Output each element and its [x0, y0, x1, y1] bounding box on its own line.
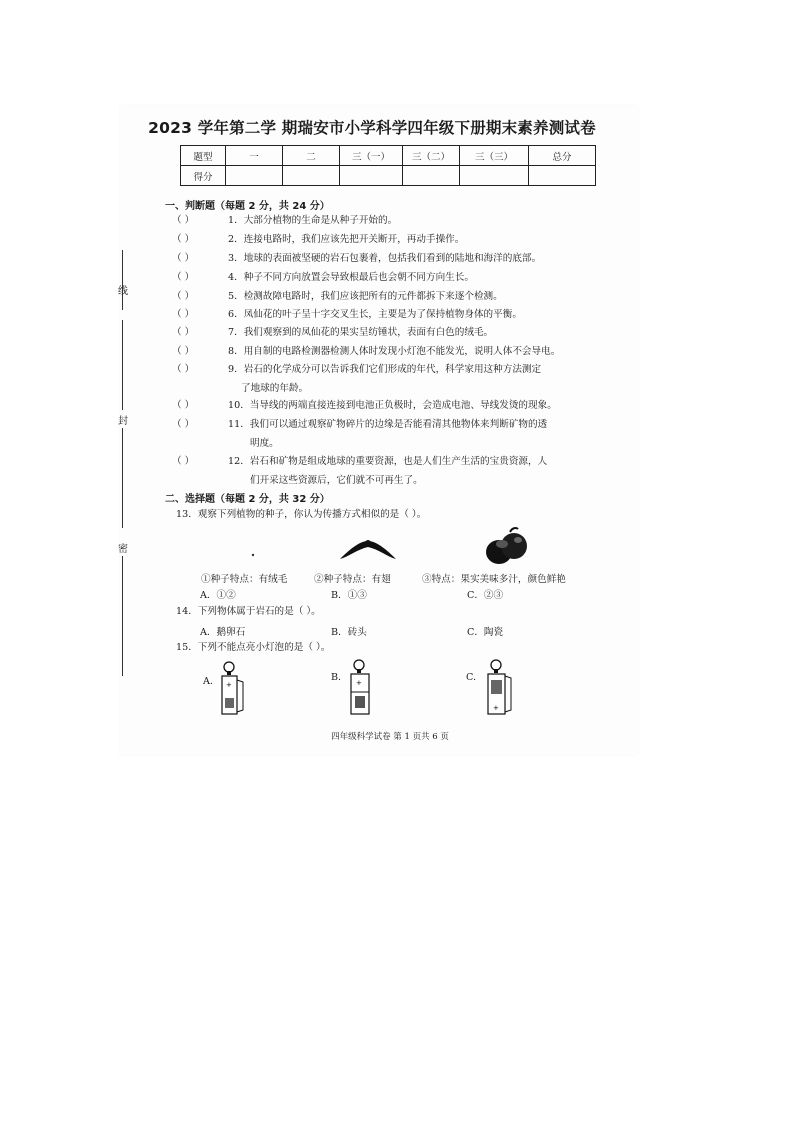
judge-question[interactable] — [172, 271, 474, 285]
score-header-1: 一 — [226, 146, 283, 166]
plus-sign: + — [493, 704, 499, 712]
circuit-b-image — [346, 658, 376, 718]
q13-option-b[interactable]: B．①③ — [331, 590, 367, 601]
judge-question[interactable] — [172, 326, 493, 340]
question-text-continued: 们开采这些资源后，它们就不可再生了。 — [250, 475, 423, 486]
question-text: 8．用自制的电路检测器检测人体时发现小灯泡不能发光，说明人体不会导电。 — [228, 346, 561, 357]
score-table — [180, 145, 596, 186]
judge-question[interactable] — [172, 363, 541, 377]
margin-char-line: 线 — [118, 286, 128, 297]
circuit-c-image — [482, 658, 514, 718]
question-text-continued: 明度。 — [250, 438, 279, 449]
berry-fruit-image — [482, 526, 532, 566]
q13-option-c[interactable]: C．②③ — [467, 590, 504, 601]
score-cell[interactable] — [529, 166, 596, 186]
margin-char-secret: 密 — [118, 544, 128, 555]
answer-paren[interactable]: （ ） — [172, 400, 195, 411]
score-row-label: 得分 — [181, 166, 226, 186]
q15-stem: 15．下列不能点亮小灯泡的是（ ）。 — [176, 642, 331, 653]
question-text: 3．地球的表面被坚硬的岩石包裹着，包括我们看到的陆地和海洋的底部。 — [228, 253, 542, 264]
circuit-a-image — [218, 660, 246, 718]
question-text: 5．检测故障电路时，我们应该把所有的元件都拆下来逐个检测。 — [228, 291, 503, 302]
bulb-icon — [491, 660, 501, 670]
question-text: 12．岩石和矿物是组成地球的重要资源，也是人们生产生活的宝贵资源，人 — [228, 456, 548, 467]
question-text: 4．种子不同方向放置会导致根最后也会朝不同方向生长。 — [228, 272, 474, 283]
answer-paren[interactable]: （ ） — [172, 456, 195, 467]
score-header-3-2: 三（二） — [403, 146, 460, 166]
section-choice-title: 二、选择题（每题 2 分，共 32 分） — [165, 494, 330, 505]
score-cell[interactable] — [460, 166, 529, 186]
fluffy-seed-image — [250, 552, 256, 558]
q13-stem: 13．观察下列植物的种子，你认为传播方式相似的是（ ）。 — [176, 509, 427, 520]
score-header-type: 题型 — [181, 146, 226, 166]
score-cell[interactable] — [226, 166, 283, 186]
answer-paren[interactable]: （ ） — [172, 272, 195, 283]
binding-line — [122, 428, 123, 528]
q14-option-a[interactable]: A．鹅卵石 — [200, 627, 246, 638]
q13-feature-2: ②种子特点：有翅 — [314, 574, 391, 585]
judge-question[interactable] — [172, 233, 464, 247]
score-header-total: 总分 — [529, 146, 596, 166]
winged-seed-image — [338, 535, 398, 563]
bulb-base — [227, 671, 231, 675]
q15-option-c[interactable]: C. — [466, 672, 477, 683]
answer-paren[interactable]: （ ） — [172, 253, 195, 264]
judge-question[interactable] — [172, 345, 560, 359]
fruit-highlight — [496, 540, 508, 548]
seed-dot — [252, 554, 254, 556]
q13-option-a[interactable]: A．①② — [200, 590, 236, 601]
binding-line — [122, 250, 123, 310]
answer-paren[interactable]: （ ） — [172, 215, 195, 226]
answer-paren[interactable]: （ ） — [172, 346, 195, 357]
answer-paren[interactable]: （ ） — [172, 419, 195, 430]
q15-option-a[interactable]: A. — [203, 676, 213, 687]
answer-paren[interactable]: （ ） — [172, 364, 195, 375]
seed-body — [365, 540, 371, 546]
question-text: 6．凤仙花的叶子呈十字交叉生长，主要是为了保持植物身体的平衡。 — [228, 309, 522, 320]
q14-option-c[interactable]: C．陶瓷 — [467, 627, 504, 638]
q13-feature-1: ①种子特点：有绒毛 — [201, 574, 288, 585]
score-cell[interactable] — [283, 166, 340, 186]
judge-question[interactable] — [172, 455, 547, 469]
score-cell[interactable] — [340, 166, 403, 186]
score-header-2: 二 — [283, 146, 340, 166]
fruit-stem — [510, 528, 518, 532]
answer-paren[interactable]: （ ） — [172, 327, 195, 338]
judge-question[interactable] — [172, 252, 541, 266]
question-text: 11．我们可以通过观察矿物碎片的边缘是否能看清其他物体来判断矿物的透 — [228, 419, 548, 430]
wire-path — [237, 680, 243, 712]
bulb-base — [494, 669, 498, 673]
page-footer: 四年级科学试卷 第 1 页共 6 页 — [331, 732, 449, 742]
judge-question[interactable] — [172, 399, 557, 413]
margin-char-seal: 封 — [118, 416, 128, 427]
question-text-continued: 了地球的年龄。 — [241, 383, 309, 394]
q13-feature-3: ③特点：果实美味多汁，颜色鲜艳 — [422, 574, 566, 585]
score-cell[interactable] — [403, 166, 460, 186]
judge-question[interactable] — [172, 290, 503, 304]
question-text: 1．大部分植物的生命是从种子开始的。 — [228, 215, 398, 226]
binding-line — [122, 556, 123, 676]
plus-sign: + — [226, 681, 232, 689]
answer-paren[interactable]: （ ） — [172, 234, 195, 245]
answer-paren[interactable]: （ ） — [172, 291, 195, 302]
judge-question[interactable] — [172, 418, 547, 432]
question-text: 10．当导线的两端直接连接到电池正负极时，会造成电池、导线发烫的现象。 — [228, 400, 557, 411]
score-header-3-1: 三（一） — [340, 146, 403, 166]
question-text: 9．岩石的化学成分可以告诉我们它们形成的年代，科学家用这种方法测定 — [228, 364, 542, 375]
score-header-3-3: 三（三） — [460, 146, 529, 166]
q15-option-b[interactable]: B. — [331, 672, 342, 683]
battery-block — [491, 680, 502, 694]
battery-block — [225, 698, 234, 708]
question-text: 2．连接电路时，我们应该先把开关断开，再动手操作。 — [228, 234, 465, 245]
battery-block — [355, 696, 365, 708]
q14-stem: 14．下列物体属于岩石的是（ ）。 — [176, 606, 321, 617]
page-title: 2023 学年第二学 期瑞安市小学科学四年级下册期末素养测试卷 — [148, 119, 596, 137]
fruit-highlight — [514, 537, 522, 543]
binding-line — [122, 320, 123, 410]
wire-path — [505, 676, 511, 712]
bulb-base — [357, 669, 361, 673]
plus-sign: + — [356, 679, 362, 687]
section-judge-title: 一、判断题（每题 2 分，共 24 分） — [165, 201, 330, 212]
judge-question[interactable] — [172, 214, 397, 228]
question-text: 7．我们观察到的凤仙花的果实呈纺锤状，表面有白色的绒毛。 — [228, 327, 494, 338]
bulb-icon — [354, 660, 364, 670]
answer-paren[interactable]: （ ） — [172, 309, 195, 320]
q14-option-b[interactable]: B．砖头 — [331, 627, 367, 638]
bulb-icon — [224, 662, 234, 672]
judge-question[interactable] — [172, 308, 522, 322]
